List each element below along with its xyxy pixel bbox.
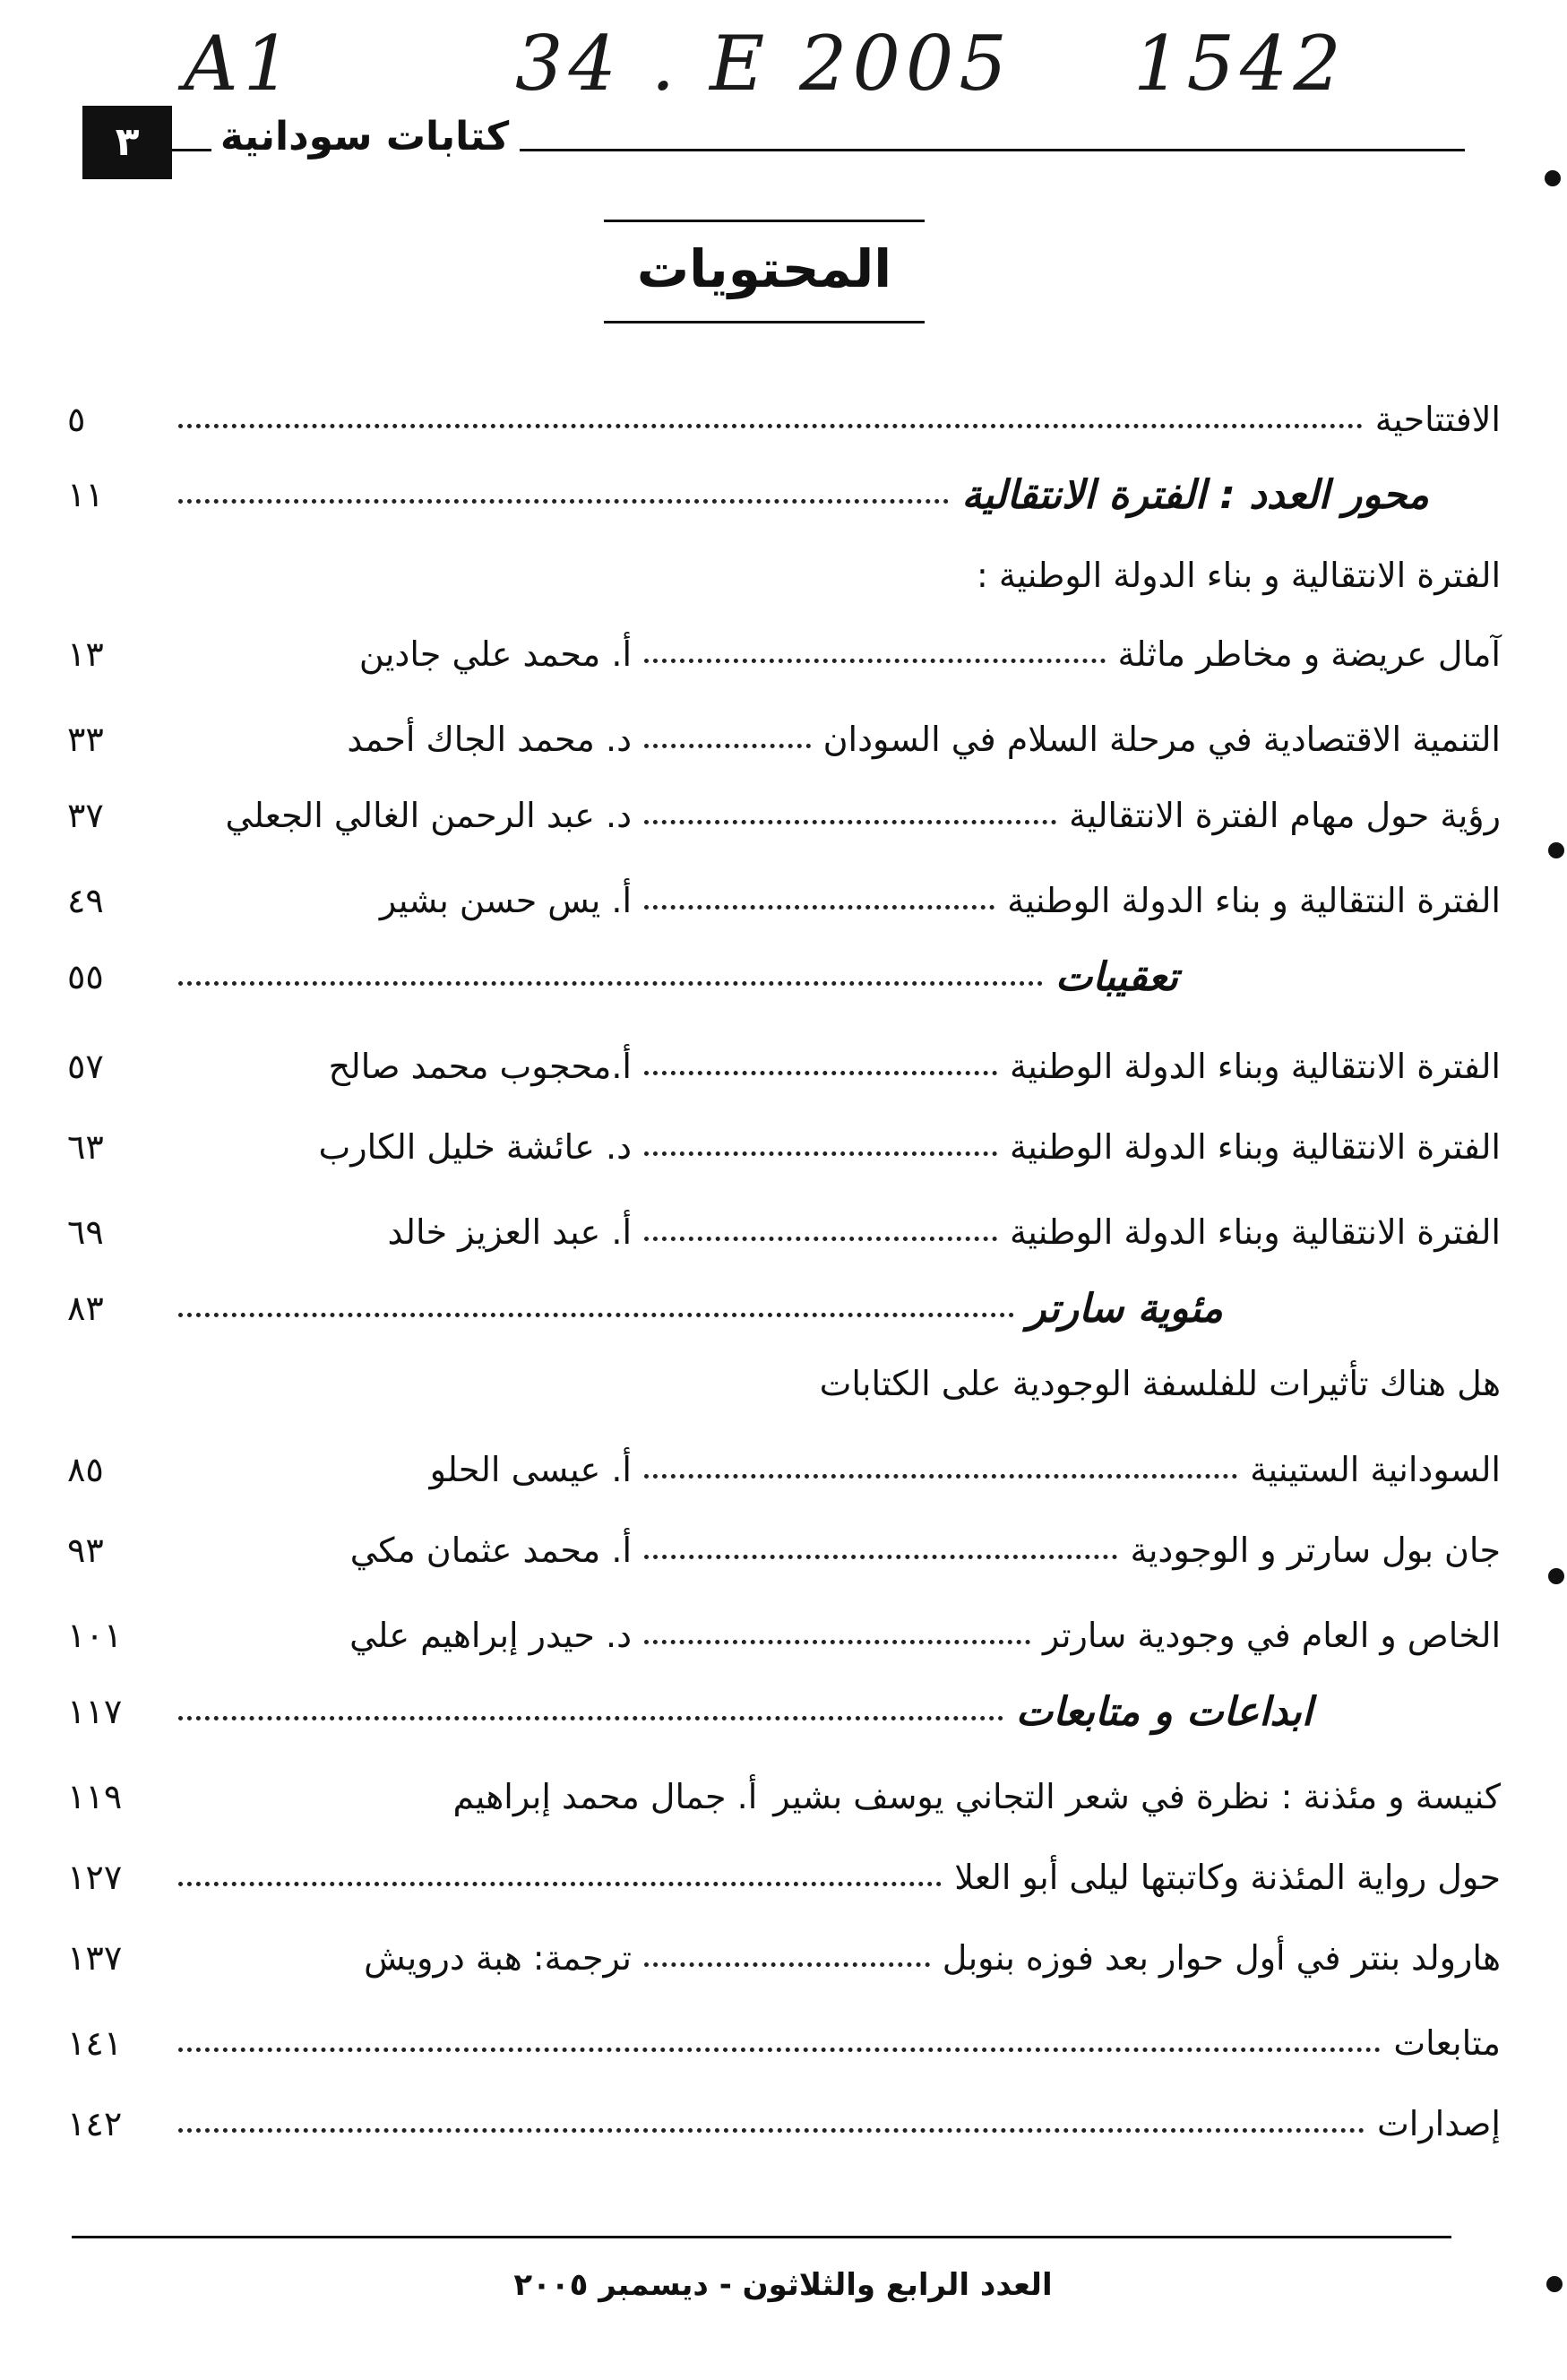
entry-author: د. محمد الجاك أحمد [347, 720, 632, 759]
entry-page: ٩٣ [67, 1531, 104, 1570]
toc-subheading: الفترة الانتقالية و بناء الدولة الوطنية : [976, 556, 1501, 595]
leader-dots [644, 1151, 997, 1156]
toc-entry [67, 1196, 1501, 1268]
toc-entry [67, 780, 1501, 851]
entry-author: د. حيدر إبراهيم علي [349, 1616, 632, 1655]
toc-entry [67, 1030, 1501, 1102]
toc-entry [67, 1600, 1501, 1671]
leader-dots [644, 1237, 997, 1241]
leader-dots [178, 2048, 1381, 2052]
entry-page: ٦٩ [67, 1212, 104, 1252]
toc-entry [67, 1922, 1501, 1994]
entry-title: حول رواية المئذنة وكاتبتها ليلى أبو العلا [954, 1858, 1501, 1897]
footer-rule [72, 2236, 1451, 2238]
toc-entry [67, 1111, 1501, 1183]
entry-author: د. عائشة خليل الكارب [318, 1127, 632, 1167]
entry-title: آمال عريضة و مخاطر ماثلة [1117, 634, 1501, 674]
entry-page: ١٤١ [67, 2023, 123, 2063]
entry-page: ٦٣ [67, 1127, 104, 1167]
entry-page: ١١٩ [67, 1777, 123, 1816]
entry-author: أ. محمد علي جادين [358, 634, 632, 674]
issue-footer: العدد الرابع والثلاثون - ديسمبر ٢٠٠٥ [513, 2267, 1053, 2303]
toc-entry [67, 1434, 1501, 1505]
entry-page: ٨٣ [67, 1289, 104, 1328]
leader-dots [644, 820, 1056, 824]
scan-mark [1545, 170, 1561, 186]
entry-page: ١٤٢ [67, 2104, 123, 2143]
toc-entry [67, 865, 1501, 936]
entry-author: أ. عبد العزيز خالد [387, 1212, 632, 1252]
leader-dots [644, 659, 1106, 663]
entry-page: ٥ [67, 400, 86, 439]
section-title: محور العدد : الفترة الانتقالية [961, 471, 1429, 518]
entry-page: ١٠١ [67, 1616, 123, 1655]
leader-dots [644, 1555, 1117, 1559]
entry-title: جان بول سارتر و الوجودية [1130, 1531, 1501, 1570]
leader-dots [644, 1474, 1237, 1479]
entry-page: ٣٧ [67, 796, 104, 835]
entry-page: ١١ [67, 475, 104, 514]
entry-author: ترجمة: هبة درويش [364, 1938, 632, 1978]
leader-dots [644, 1962, 930, 1967]
scan-mark [1546, 2276, 1563, 2292]
toc-entry [67, 2088, 1501, 2160]
toc-entry [67, 703, 1501, 775]
leader-dots [178, 424, 1363, 428]
entry-title: هارولد بنتر في أول حوار بعد فوزه بنوبل [942, 1938, 1501, 1978]
entry-page: ٨٥ [67, 1450, 104, 1489]
leader-dots [178, 2128, 1365, 2133]
entry-title: الفترة الانتقالية وبناء الدولة الوطنية [1009, 1127, 1501, 1167]
toc-entry [67, 1761, 1501, 1832]
entry-author: أ.محجوب محمد صالح [328, 1047, 632, 1086]
leader-dots [644, 1640, 1030, 1644]
leader-dots [644, 744, 811, 748]
entry-title: إصدارات [1376, 2104, 1501, 2143]
entry-title: السودانية الستينية [1250, 1450, 1501, 1489]
entry-page: ١٣ [67, 634, 104, 674]
toc-section [67, 1676, 1501, 1747]
leader-dots [644, 1071, 997, 1075]
section-title: ابداعات و متابعات [1015, 1688, 1313, 1735]
page-title: المحتويات [636, 238, 892, 299]
toc-entry [67, 618, 1501, 690]
magazine-name: كتابات سودانية [220, 114, 510, 160]
entry-author: د. عبد الرحمن الغالي الجعلي [225, 796, 632, 835]
entry-page: ٥٧ [67, 1047, 104, 1086]
entry-title: الفترة الانتقالية وبناء الدولة الوطنية [1009, 1047, 1501, 1086]
entry-page: ٤٩ [67, 881, 104, 920]
entry-page: ٥٥ [67, 957, 104, 996]
entry-page: ١٣٧ [67, 1938, 123, 1978]
entry-title: الافتتاحية [1374, 400, 1501, 439]
entry-page: ١١٧ [67, 1692, 123, 1731]
handwritten-note: 34 . E 2005 [515, 20, 1012, 108]
entry-title: الفترة الانتقالية وبناء الدولة الوطنية [1009, 1212, 1501, 1252]
leader-dots [178, 1313, 1014, 1317]
section-title: مئوية سارتر [1027, 1285, 1223, 1332]
leader-dots [178, 1716, 1003, 1720]
toc-entry [67, 2007, 1501, 2079]
leader-dots [644, 905, 994, 910]
toc-subheading: هل هناك تأثيرات للفلسفة الوجودية على الكتابات [819, 1364, 1501, 1403]
entry-title: متابعات [1393, 2023, 1501, 2063]
leader-dots [178, 499, 949, 504]
header-rule [520, 149, 1465, 151]
toc-section [67, 459, 1501, 530]
entry-title: كنيسة و مئذنة : نظرة في شعر التجاني يوسف بشير [773, 1777, 1501, 1816]
leader-dots [178, 1882, 942, 1886]
entry-title: التنمية الاقتصادية في مرحلة السلام في السودان [822, 720, 1501, 759]
section-title: تعقيبات [1055, 953, 1178, 1000]
header-dash [172, 149, 211, 151]
page-number-box: ٣ [82, 106, 172, 179]
title-frame [604, 220, 925, 323]
scan-mark [1548, 1568, 1564, 1584]
toc-section [67, 941, 1501, 1013]
entry-author: أ. عيسى الحلو [429, 1450, 632, 1489]
handwritten-code: A1 [184, 20, 297, 108]
entry-page: ٣٣ [67, 720, 104, 759]
entry-title: رؤية حول مهام الفترة الانتقالية [1069, 796, 1501, 835]
scan-mark [1548, 842, 1564, 858]
toc-section [67, 1272, 1501, 1344]
entry-author: أ. يس حسن بشير [379, 881, 632, 920]
entry-author: أ. جمال محمد إبراهيم [452, 1777, 758, 1816]
toc-entry [67, 1514, 1501, 1586]
entry-title: الفترة النتقالية و بناء الدولة الوطنية [1007, 881, 1501, 920]
entry-page: ١٢٧ [67, 1858, 123, 1897]
handwritten-number: 1542 [1133, 20, 1347, 108]
toc-entry [67, 1841, 1501, 1913]
leader-dots [178, 981, 1043, 986]
entry-author: أ. محمد عثمان مكي [349, 1531, 632, 1570]
toc-entry [67, 384, 1501, 455]
entry-title: الخاص و العام في وجودية سارتر [1043, 1616, 1501, 1655]
